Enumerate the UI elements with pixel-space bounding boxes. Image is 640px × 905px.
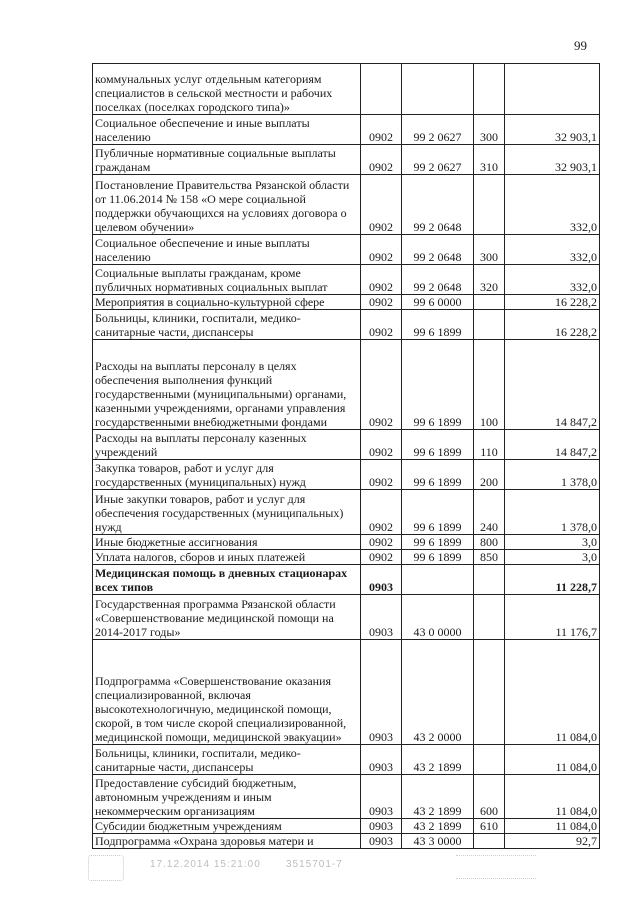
row-section-cell: 0903 xyxy=(361,640,402,745)
page-number: 99 xyxy=(574,38,587,53)
row-article-cell: 99 6 1899 xyxy=(402,340,474,430)
row-article-cell: 99 6 1899 xyxy=(402,460,474,490)
budget-table-body xyxy=(93,64,600,849)
table-row xyxy=(93,430,600,460)
row-amount-cell: 1 378,0 xyxy=(505,490,600,535)
row-article-cell: 43 3 0000 xyxy=(402,834,474,849)
row-name-cell: Социальные выплаты гражданам, кроме публичных нормативных социальных выплат xyxy=(93,265,361,295)
row-section-cell: 0902 xyxy=(361,340,402,430)
table-row xyxy=(93,460,600,490)
row-section-cell: 0902 xyxy=(361,535,402,550)
row-section-cell: 0903 xyxy=(361,834,402,849)
row-amount-cell: 332,0 xyxy=(505,265,600,295)
table-row xyxy=(93,235,600,265)
table-row xyxy=(93,640,600,745)
row-section-cell: 0902 xyxy=(361,265,402,295)
row-article-cell: 43 2 1899 xyxy=(402,819,474,834)
row-section-cell: 0902 xyxy=(361,430,402,460)
row-name-cell: Закупка товаров, работ и услуг для государственных (муниципальных) нужд xyxy=(93,460,361,490)
table-row xyxy=(93,745,600,775)
row-section-cell xyxy=(361,64,402,115)
row-name-cell: Мероприятия в социально-культурной сфере xyxy=(93,295,361,310)
row-article-cell: 43 0 0000 xyxy=(402,595,474,640)
row-article-cell: 43 2 1899 xyxy=(402,775,474,819)
row-article-cell: 99 2 0648 xyxy=(402,175,474,235)
row-amount-cell: 11 084,0 xyxy=(505,775,600,819)
row-name-cell: Публичные нормативные социальные выплаты гражданам xyxy=(93,145,361,175)
row-vr-cell: 300 xyxy=(474,235,505,265)
row-vr-cell xyxy=(474,565,505,595)
table-row xyxy=(93,550,600,565)
row-name-cell: Социальное обеспечение и иные выплаты населению xyxy=(93,115,361,145)
row-article-cell: 43 2 0000 xyxy=(402,640,474,745)
row-vr-cell: 320 xyxy=(474,265,505,295)
row-article-cell: 99 2 0627 xyxy=(402,145,474,175)
table-row xyxy=(93,819,600,834)
table-row xyxy=(93,64,600,115)
row-amount-cell: 11 084,0 xyxy=(505,640,600,745)
row-section-cell: 0903 xyxy=(361,745,402,775)
row-name-cell: Социальное обеспечение и иные выплаты населению xyxy=(93,235,361,265)
row-article-cell: 99 2 0648 xyxy=(402,235,474,265)
row-article-cell: 99 6 1899 xyxy=(402,490,474,535)
row-amount-cell: 32 903,1 xyxy=(505,145,600,175)
row-amount-cell: 14 847,2 xyxy=(505,340,600,430)
table-row xyxy=(93,145,600,175)
row-name-cell: Расходы на выплаты персоналу в целях обеспечения выполнения функций государственными (муниципальными) органами, казенными учреждениями, органами управления государственными внебюджетными фондами xyxy=(93,340,361,430)
row-vr-cell xyxy=(474,595,505,640)
scan-stamp-icon xyxy=(88,855,124,881)
row-amount-cell: 11 176,7 xyxy=(505,595,600,640)
row-name-cell: Субсидии бюджетным учреждениям xyxy=(93,819,361,834)
footer-doc-number: 3515701-7 xyxy=(286,859,343,870)
row-section-cell: 0902 xyxy=(361,145,402,175)
row-section-cell: 0903 xyxy=(361,775,402,819)
row-article-cell: 43 2 1899 xyxy=(402,745,474,775)
row-vr-cell: 610 xyxy=(474,819,505,834)
table-row xyxy=(93,310,600,340)
row-section-cell: 0902 xyxy=(361,115,402,145)
table-row xyxy=(93,295,600,310)
row-name-cell: Подпрограмма «Совершенствование оказания специализированной, включая высокотехнологичную, медицинской помощи, скорой, в том числе скорой специализированной, медицинской помощи, медицинской эвакуации» xyxy=(93,640,361,745)
table-row xyxy=(93,775,600,819)
row-article-cell xyxy=(402,565,474,595)
row-name-cell: Постановление Правительства Рязанской области от 11.06.2014 № 158 «О мере социальной поддержки обучающихся на условиях договора о целевом обучении» xyxy=(93,175,361,235)
row-vr-cell: 310 xyxy=(474,145,505,175)
row-vr-cell: 800 xyxy=(474,535,505,550)
row-amount-cell: 332,0 xyxy=(505,175,600,235)
row-amount-cell: 16 228,2 xyxy=(505,295,600,310)
row-name-cell: Подпрограмма «Охрана здоровья матери и xyxy=(93,834,361,849)
row-vr-cell: 600 xyxy=(474,775,505,819)
row-name-cell: Иные бюджетные ассигнования xyxy=(93,535,361,550)
row-vr-cell xyxy=(474,745,505,775)
table-row xyxy=(93,565,600,595)
row-section-cell: 0902 xyxy=(361,295,402,310)
row-name-cell: Государственная программа Рязанской области «Совершенствование медицинской помощи на 2014-2017 годы» xyxy=(93,595,361,640)
row-name-cell: коммунальных услуг отдельным категориям специалистов в сельской местности и рабочих поселках (поселках городского типа)» xyxy=(93,64,361,115)
row-name-cell: Больницы, клиники, госпитали, медико-санитарные части, диспансеры xyxy=(93,310,361,340)
row-amount-cell: 14 847,2 xyxy=(505,430,600,460)
row-amount-cell: 11 084,0 xyxy=(505,745,600,775)
row-amount-cell: 3,0 xyxy=(505,535,600,550)
row-amount-cell: 11 228,7 xyxy=(505,565,600,595)
row-vr-cell: 240 xyxy=(474,490,505,535)
table-row xyxy=(93,595,600,640)
row-amount-cell: 3,0 xyxy=(505,550,600,565)
row-section-cell: 0903 xyxy=(361,595,402,640)
row-vr-cell: 110 xyxy=(474,430,505,460)
row-section-cell: 0902 xyxy=(361,460,402,490)
footer-timestamp: 17.12.2014 15:21:00 xyxy=(150,859,261,870)
row-vr-cell: 300 xyxy=(474,115,505,145)
row-vr-cell: 200 xyxy=(474,460,505,490)
row-amount-cell: 16 228,2 xyxy=(505,310,600,340)
row-article-cell: 99 6 1899 xyxy=(402,535,474,550)
row-vr-cell: 850 xyxy=(474,550,505,565)
row-vr-cell xyxy=(474,295,505,310)
row-amount-cell: 32 903,1 xyxy=(505,115,600,145)
row-name-cell: Предоставление субсидий бюджетным, автономным учреждениям и иным некоммерческим организациям xyxy=(93,775,361,819)
row-amount-cell: 332,0 xyxy=(505,235,600,265)
row-article-cell: 99 6 0000 xyxy=(402,295,474,310)
row-article-cell: 99 6 1899 xyxy=(402,550,474,565)
row-article-cell xyxy=(402,64,474,115)
row-amount-cell xyxy=(505,64,600,115)
document-footer xyxy=(88,853,548,883)
table-row xyxy=(93,265,600,295)
row-section-cell: 0903 xyxy=(361,565,402,595)
faint-mark xyxy=(456,855,536,879)
row-section-cell: 0902 xyxy=(361,175,402,235)
row-amount-cell: 11 084,0 xyxy=(505,819,600,834)
row-vr-cell xyxy=(474,310,505,340)
row-vr-cell xyxy=(474,175,505,235)
row-section-cell: 0902 xyxy=(361,490,402,535)
row-article-cell: 99 2 0648 xyxy=(402,265,474,295)
row-name-cell: Расходы на выплаты персоналу казенных учреждений xyxy=(93,430,361,460)
row-article-cell: 99 2 0627 xyxy=(402,115,474,145)
row-name-cell: Иные закупки товаров, работ и услуг для обеспечения государственных (муниципальных) нужд xyxy=(93,490,361,535)
row-amount-cell: 92,7 xyxy=(505,834,600,849)
row-vr-cell xyxy=(474,64,505,115)
row-article-cell: 99 6 1899 xyxy=(402,310,474,340)
row-vr-cell: 100 xyxy=(474,340,505,430)
table-row xyxy=(93,175,600,235)
row-name-cell: Больницы, клиники, госпитали, медико-санитарные части, диспансеры xyxy=(93,745,361,775)
row-name-cell: Медицинская помощь в дневных стационарах всех типов xyxy=(93,565,361,595)
table-row xyxy=(93,834,600,849)
table-row xyxy=(93,490,600,535)
table-row xyxy=(93,535,600,550)
row-section-cell: 0902 xyxy=(361,235,402,265)
row-section-cell: 0902 xyxy=(361,550,402,565)
row-amount-cell: 1 378,0 xyxy=(505,460,600,490)
row-section-cell: 0902 xyxy=(361,310,402,340)
table-row xyxy=(93,340,600,430)
row-article-cell: 99 6 1899 xyxy=(402,430,474,460)
row-vr-cell xyxy=(474,834,505,849)
row-section-cell: 0903 xyxy=(361,819,402,834)
budget-table xyxy=(92,63,600,849)
row-name-cell: Уплата налогов, сборов и иных платежей xyxy=(93,550,361,565)
table-row xyxy=(93,115,600,145)
row-vr-cell xyxy=(474,640,505,745)
